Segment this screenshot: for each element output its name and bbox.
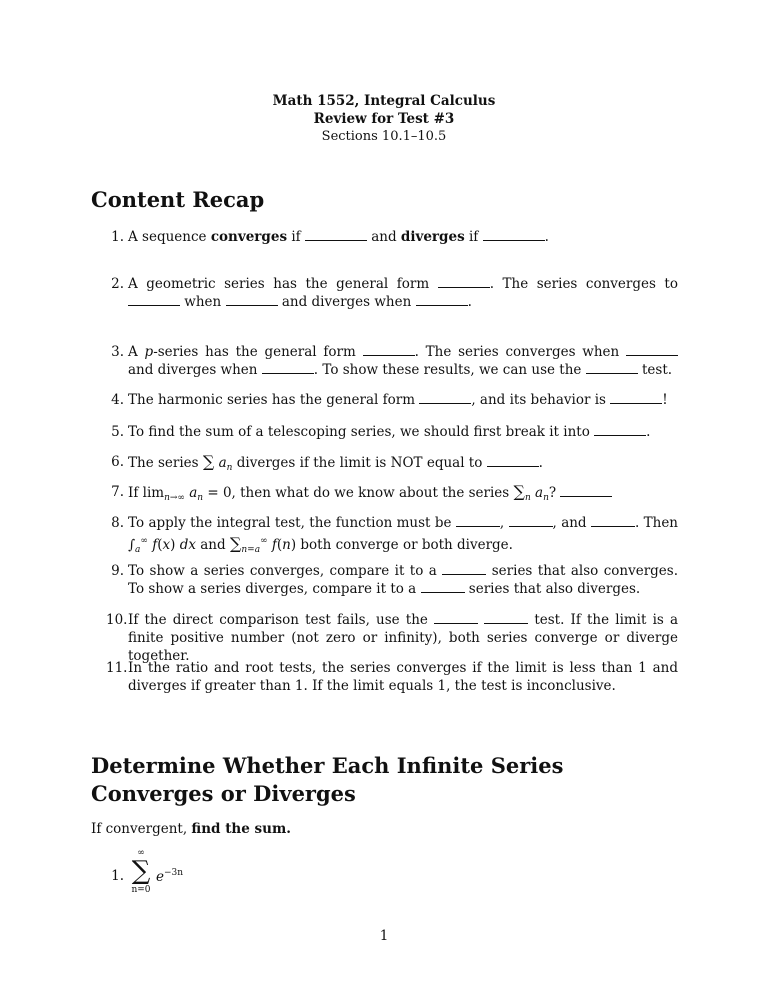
recap-item-2: 2. A geometric series has the general form . The series converges to when and diverges when . bbox=[106, 275, 678, 311]
problem-number: 1. bbox=[111, 868, 124, 884]
item-number: 1. bbox=[111, 229, 124, 245]
item-number: 3. bbox=[111, 344, 124, 360]
recap-item-6: 6. The series ∑ $a_n$ diverges if the limit is NOT equal to . bbox=[106, 453, 678, 477]
document-header bbox=[0, 92, 768, 146]
review-title: Review for Test #3 bbox=[313, 111, 455, 127]
item-number: 9. bbox=[111, 563, 124, 579]
item-number: 4. bbox=[111, 392, 124, 408]
recap-item-4: 4. The harmonic series has the general form , and its behavior is ! bbox=[106, 391, 678, 409]
course-title: Math 1552, Integral Calculus bbox=[272, 93, 496, 109]
recap-item-1: 1. A sequence converges if and diverges if . bbox=[106, 228, 678, 246]
content-recap-heading: Content Recap bbox=[91, 187, 265, 212]
recap-item-3: 3. A p-series has the general form . The series converges when and diverges when . To show these results, we can use the test. bbox=[106, 343, 678, 379]
summand-exponent: −3n bbox=[164, 868, 184, 878]
item-number: 11. bbox=[106, 660, 128, 676]
summation bbox=[130, 848, 152, 896]
sections-subtitle: Sections 10.1–10.5 bbox=[321, 129, 447, 144]
summand bbox=[156, 868, 183, 885]
item-number: 5. bbox=[111, 424, 124, 440]
page-number: 1 bbox=[379, 928, 389, 944]
summand-base: e bbox=[156, 869, 164, 885]
recap-item-5: 5. To find the sum of a telescoping series, we should first break it into . bbox=[106, 423, 678, 441]
item-number: 10. bbox=[106, 612, 128, 628]
item-number: 2. bbox=[111, 276, 124, 292]
recap-item-8: 8. To apply the integral test, the function must be , , and . Then $\int_a^\infty$ f(x) dx and $\sum_{n=a}^\infty$ f(n) both converge or both diverge. bbox=[106, 514, 678, 559]
recap-item-10: 10. If the direct comparison test fails, use the test. If the limit is a finite positive number (not zero or infinity), both series converge or diverge together. bbox=[106, 612, 678, 664]
recap-item-11 bbox=[106, 659, 678, 695]
item-number: 6. bbox=[111, 454, 124, 470]
instructions-emphasis: find the sum. bbox=[191, 821, 291, 837]
recap-item-9: 9. To show a series converges, compare it to a series that also converges. To show a series diverges, compare it to a series that also diverges. bbox=[106, 562, 678, 598]
item-number: 8. bbox=[111, 515, 124, 531]
section-instructions bbox=[91, 820, 291, 838]
sum-upper-limit: ∞ bbox=[137, 848, 145, 858]
recap-item-7: 7. If $\lim_{n\to\infty} a_n = 0$, then what do we know about the series $\sum_n$ $a_n$? bbox=[106, 483, 678, 507]
item-number: 7. bbox=[111, 484, 124, 500]
series-section-heading: Determine Whether Each Infinite Series Converges or Diverges bbox=[91, 753, 564, 806]
sum-lower-limit: n=0 bbox=[131, 885, 151, 895]
sigma-symbol: ∑ bbox=[131, 856, 151, 886]
item-text: In the ratio and root tests, the series converges if the limit is less than 1 and diverges if greater than 1. If the limit equals 1, the test is inconclusive. bbox=[128, 660, 678, 694]
instructions-prefix: If convergent, bbox=[91, 821, 188, 837]
problem-1 bbox=[106, 848, 306, 918]
